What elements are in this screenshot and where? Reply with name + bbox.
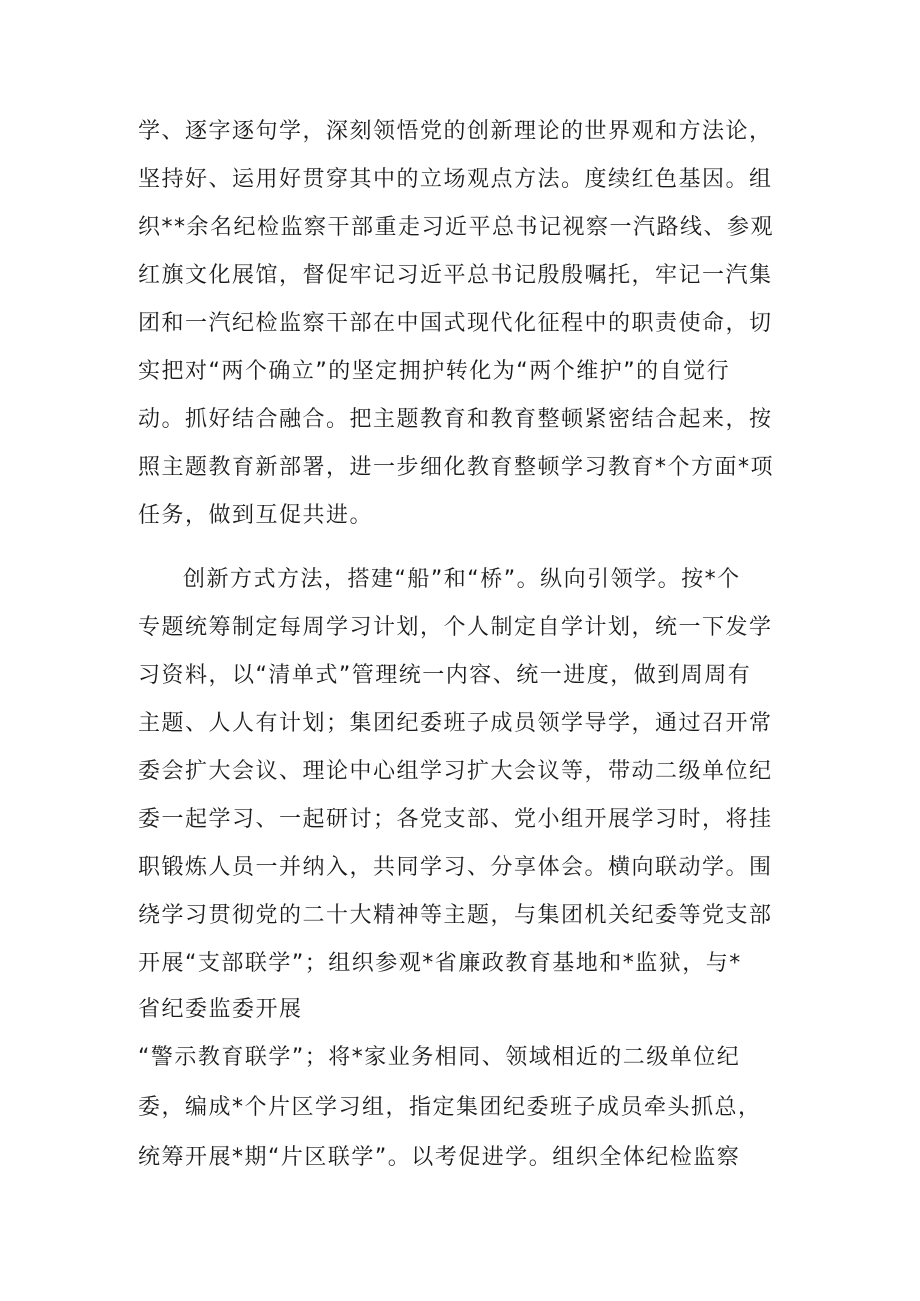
text-line: 团和一汽纪检监察干部在中国式现代化征程中的职责使命，切 [138,311,773,336]
text-line: 委会扩大会议、理论中心组学习扩大会议等，带动二级单位纪 [138,759,773,784]
text-line: “警示教育联学”；将*家业务相同、领域相近的二级单位纪 [138,1045,741,1070]
text-line: 专题统筹制定每周学习计划，个人制定自学计划，统一下发学 [138,615,773,640]
text-line: 委一起学习、一起研讨；各党支部、党小组开展学习时，将挂 [138,807,773,832]
text-line: 学、逐字逐句学，深刻领悟党的创新理论的世界观和方法论， [138,119,773,144]
text-line: 坚持好、运用好贯穿其中的立场观点方法。度续红色基因。组 [138,167,773,192]
text-line: 绕学习贯彻党的二十大精神等主题，与集团机关纪委等党支部 [138,903,773,928]
text-line: 主题、人人有计划；集团纪委班子成员领学导学，通过召开常 [138,711,773,736]
text-line: 织**余名纪检监察干部重走习近平总书记视察一汽路线、参观 [138,215,775,240]
text-line: 省纪委监委开展 [138,997,303,1022]
text-line: 动。抓好结合融合。把主题教育和教育整顿紧密结合起来，按 [138,407,773,432]
text-line: 实把对“两个确立”的坚定拥护转化为“两个维护”的自觉行 [138,359,731,384]
text-line: 习资料，以“清单式”管理统一内容、统一进度，做到周周有 [138,663,752,688]
text-line: 委，编成*个片区学习组，指定集团纪委班子成员牵头抓总， [138,1095,762,1120]
text-line: 统筹开展*期“片区联学”。以考促进学。组织全体纪检监察 [138,1145,741,1170]
text-line: 红旗文化展馆，督促牢记习近平总书记殷殷嘱托，牢记一汽集 [138,263,773,288]
text-line: 开展“支部联学”；组织参观*省廉政教育基地和*监狱，与* [138,951,742,976]
paragraph-first-line: 创新方式方法，搭建“船”和“桥”。纵向引领学。按*个 [183,567,741,592]
text-line: 任务，做到互促共进。 [138,503,374,528]
text-line: 照主题教育新部署，进一步细化教育整顿学习教育*个方面*项 [138,455,775,480]
text-line: 职锻炼人员一并纳入，共同学习、分享体会。横向联动学。围 [138,855,773,880]
